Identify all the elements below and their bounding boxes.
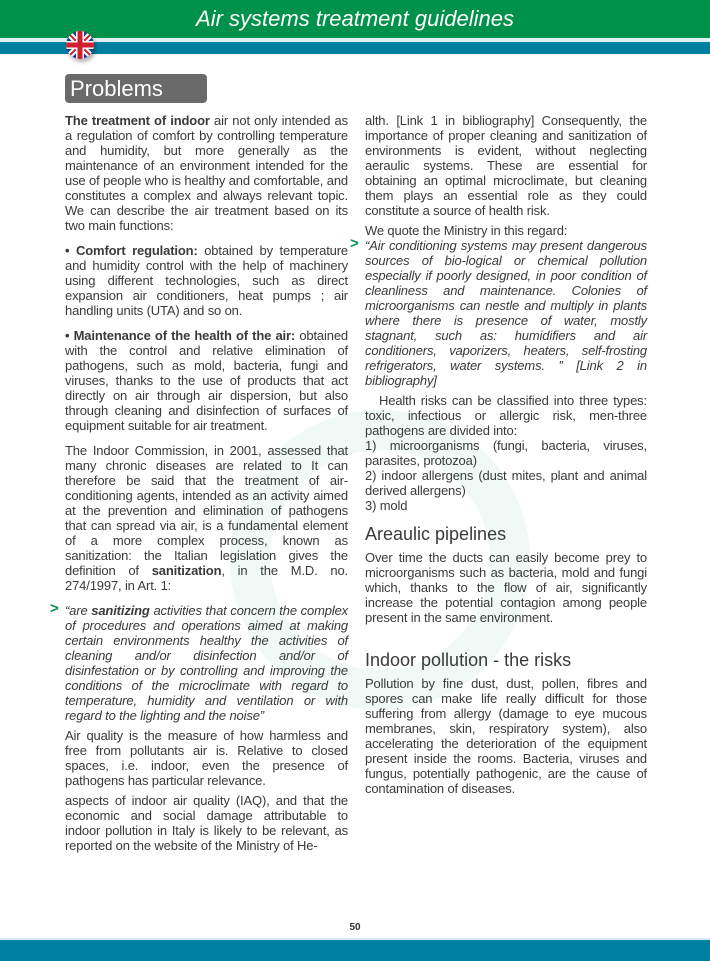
commission-paragraph xyxy=(65,443,348,593)
page-header-title: Air systems treatment guidelines xyxy=(196,6,514,31)
air-quality-paragraph: Air quality is the measure of how harmless and free from pollutants air is. Relative to closed spaces, i.e. indoor, even the presence of pathogens has particular relevance. xyxy=(65,728,348,788)
text: The Indoor Commission, in 2001, assessed that many chronic diseases are related to It can therefore be said that the treatment of air-conditioning agents, intended as an activity aimed at the prevention and elimination of pathogens that can spread via air, is a fundamental element of a more complex process, known as sanitization: the Italian legislation gives the definition of xyxy=(65,443,348,578)
risk-list-item: 3) mold xyxy=(365,498,408,513)
cleaning-paragraph: alth. [Link 1 in bibliography] Consequently, the importance of proper cleaning and sanitization of environments is evident, without neglecting aeraulic systems. These are essential for obtaining an optimal microclimate, but cleaning them plays an essential role as they could constitute a source of health risk. xyxy=(365,113,647,218)
bold-term: sanitizing xyxy=(91,603,150,618)
lead-bold: The treatment of indoor xyxy=(65,113,210,128)
bold-term: sanitization xyxy=(151,563,222,578)
page-number: 50 xyxy=(349,922,361,933)
lead-bold: • Comfort regulation: xyxy=(65,243,198,258)
iaq-paragraph: aspects of indoor air quality (IAQ), and that the economic and social damage attributable to indoor pollution in Italy is likely to be relevant, as reported on the website of the Ministry of He- xyxy=(65,793,348,853)
text: “Air conditioning systems may present dangerous sources of bio-logical or chemical pollution especially if poorly designed, in poor condition of cleanliness and maintenance. Colonies of microorganisms can nestle and multiply in plants where there is presence of water, mostly stagnant, such as: humidifiers and air conditioners, vaporizers, heaters, self-frosting refrigerators, water systems. ” [Link 2 in bibliography] xyxy=(365,238,647,388)
pipelines-paragraph: Over time the ducts can easily become prey to microorganisms such as bacteria, mold and fungi which, thanks to the flow of air, significantly increase the potential contagion among people present in the same environment. xyxy=(365,550,647,625)
lead-bold: • Maintenance of the health of the air: xyxy=(65,328,296,343)
right-column xyxy=(350,113,647,796)
text: obtained with the control and relative elimination of pathogens, such as mold, bacteria, fungi and viruses, thanks to the use of products that act directly on air through air dispersion, but also through cleaning and disinfection of surfaces of equipment suitable for air treatment. xyxy=(65,328,348,433)
indoor-pollution-heading: Indoor pollution - the risks xyxy=(365,650,572,670)
sanitizing-quote xyxy=(50,600,349,723)
ministry-quote xyxy=(350,235,647,388)
footer-bar xyxy=(0,938,710,961)
health-paragraph xyxy=(65,328,348,433)
ministry-intro: We quote the Ministry in this regard: xyxy=(365,223,568,238)
text: obtained by temperature and humidity control with the help of machinery using different technologies, such as direct expansion air conditioners, heat pumps ; air handling units (UTA) and so on. xyxy=(65,243,348,318)
health-risks-paragraph: Health risks can be classified into three types: toxic, infectious or allergic risk, men-three pathogens are divided into: xyxy=(365,393,647,438)
chevron-right-icon: > xyxy=(350,235,359,252)
risk-list-item: 1) microorganisms (fungi, bacteria, viruses, parasites, protozoa) xyxy=(365,438,647,468)
text: , in the M.D. no. 274/1997, in Art. 1: xyxy=(65,563,348,593)
intro-paragraph xyxy=(65,113,348,233)
text: “are xyxy=(65,603,92,618)
risk-list-item: 2) indoor allergens (dust mites, plant and animal derived allergens) xyxy=(365,468,647,498)
text: air not only intended as a regulation of comfort by controlling temperature and humidity, but more generally as the maintenance of an environment intended for the use of people who is healthy and comfortable, and constitutes a complex and always relevant topic. We can describe the air treatment based on its two main functions: xyxy=(65,113,348,233)
header-stripe xyxy=(0,42,710,54)
chevron-right-icon: > xyxy=(50,600,59,617)
areaulic-heading: Areaulic pipelines xyxy=(365,524,507,544)
uk-flag-icon xyxy=(66,31,94,59)
comfort-paragraph xyxy=(65,243,348,318)
pollution-paragraph: Pollution by fine dust, dust, pollen, fibres and spores can make life really difficult for those suffering from allergy (damage to eye mucous membranes, skin, respiratory system), also accelerating the deterioration of the equipment present inside the rooms. Bacteria, viruses and fungus, potentially pathogenic, are the cause of contamination of diseases. xyxy=(365,676,647,796)
text: activities that concern the complex of procedures and operations aimed at making certain environments healthy the activities of cleaning and/or disinfection and/or of disinfestation or by controlling and improving the conditions of the microclimate with regard to temperature, humidity and ventilation or with regard to the lighting and the noise” xyxy=(65,603,349,723)
section-title: Problems xyxy=(65,74,207,103)
left-column xyxy=(50,113,349,853)
